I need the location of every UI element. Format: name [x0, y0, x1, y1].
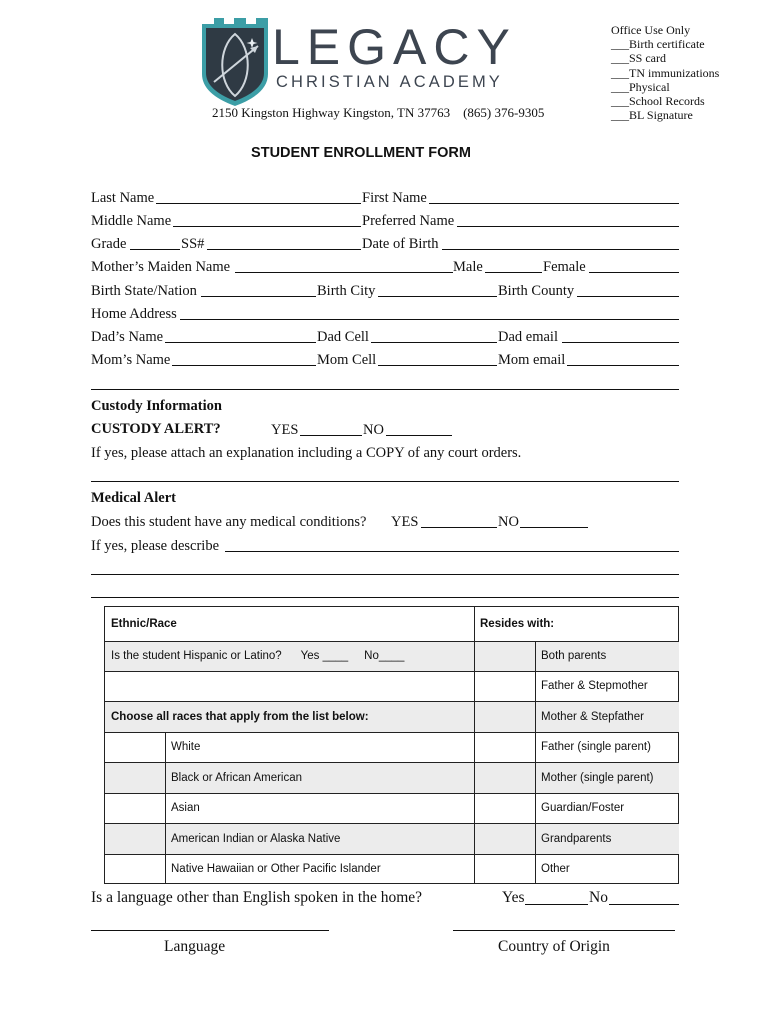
race-checkbox-american-indian[interactable] [105, 823, 165, 854]
mom-cell-field[interactable] [378, 365, 497, 366]
resides-checkbox[interactable] [474, 732, 535, 762]
ss-label: SS# [181, 236, 205, 252]
language-label: Language [164, 938, 226, 955]
resides-option: Mother & Stepfather [541, 710, 644, 723]
resides-checkbox[interactable] [474, 823, 535, 854]
language-yes-label: Yes [502, 889, 525, 906]
birth-county-field[interactable] [577, 296, 679, 297]
office-item: ___BL Signature [611, 108, 693, 123]
ss-field[interactable] [207, 249, 361, 250]
office-use-box [611, 23, 719, 122]
dads-name-field[interactable] [165, 342, 316, 343]
dad-email-field[interactable] [562, 342, 679, 343]
office-item: ___Physical [611, 79, 670, 94]
dad-cell-field[interactable] [371, 342, 497, 343]
section-divider [91, 389, 679, 390]
office-item: ___SS card [611, 51, 666, 66]
mom-cell-label: Mom Cell [317, 352, 377, 368]
birth-state-field[interactable] [201, 296, 316, 297]
race-checkbox-asian[interactable] [105, 793, 165, 823]
custody-no-label: NO [363, 422, 384, 438]
resides-option: Mother (single parent) [541, 771, 654, 784]
race-option: White [171, 741, 201, 753]
custody-yes-field[interactable] [300, 435, 362, 436]
logo-title: LEGACY [272, 19, 517, 75]
birth-city-field[interactable] [378, 296, 497, 297]
moms-name-label: Mom’s Name [91, 352, 171, 368]
language-no-label: No [589, 889, 608, 906]
custody-note: If yes, please attach an explanation including a COPY of any court orders. [91, 445, 522, 461]
medical-yes-field[interactable] [421, 527, 497, 528]
resides-option: Other [541, 863, 570, 875]
medical-question: Does this student have any medical conditions? [91, 514, 367, 530]
medical-describe-label: If yes, please describe [91, 538, 220, 554]
resides-option: Guardian/Foster [541, 802, 625, 814]
medical-heading: Medical Alert [91, 490, 176, 506]
preferred-name-label: Preferred Name [362, 213, 455, 229]
country-of-origin-label: Country of Origin [498, 938, 610, 955]
dob-label: Date of Birth [362, 236, 439, 252]
male-field[interactable] [485, 272, 542, 273]
grade-field[interactable] [130, 249, 180, 250]
resides-option: Father & Stepmother [541, 680, 648, 692]
medical-describe-field[interactable] [225, 551, 679, 552]
female-field[interactable] [589, 272, 679, 273]
school-logo [200, 16, 270, 108]
mom-email-field[interactable] [567, 365, 679, 366]
grade-label: Grade [91, 236, 127, 252]
ethnicity-residence-table [104, 606, 679, 884]
resides-option: Grandparents [541, 832, 612, 845]
birth-state-label: Birth State/Nation [91, 283, 197, 299]
custody-heading: Custody Information [91, 398, 222, 414]
medical-describe-line-2[interactable] [91, 574, 679, 575]
female-label: Female [543, 259, 586, 275]
medical-describe-line-3[interactable] [91, 597, 679, 598]
form-title: STUDENT ENROLLMENT FORM [251, 145, 471, 161]
birth-county-label: Birth County [498, 283, 575, 299]
middle-name-label: Middle Name [91, 213, 172, 229]
office-item: ___Birth certificate [611, 37, 705, 52]
medical-no-label: NO [498, 514, 519, 530]
office-use-title: Office Use Only [611, 23, 691, 37]
race-checkbox-white[interactable] [105, 732, 165, 762]
male-label: Male [453, 259, 483, 275]
resides-with-header: Resides with: [480, 618, 555, 630]
last-name-label: Last Name [91, 190, 155, 206]
birth-city-label: Birth City [317, 283, 376, 299]
resides-checkbox[interactable] [474, 854, 535, 884]
custody-alert-label: CUSTODY ALERT? [91, 421, 221, 437]
resides-checkbox[interactable] [474, 701, 535, 732]
dob-field[interactable] [442, 249, 679, 250]
logo-subtitle: CHRISTIAN ACADEMY [276, 73, 503, 91]
race-option: Asian [171, 802, 200, 814]
race-checkbox-pacific-islander[interactable] [105, 854, 165, 884]
mothers-maiden-field[interactable] [235, 272, 453, 273]
resides-checkbox[interactable] [474, 793, 535, 823]
language-no-field[interactable] [609, 904, 679, 905]
race-checkbox-black[interactable] [105, 762, 165, 793]
home-address-label: Home Address [91, 306, 177, 322]
office-item: ___TN immunizations [611, 65, 720, 80]
race-option: American Indian or Alaska Native [171, 832, 341, 845]
resides-option: Both parents [541, 650, 607, 662]
mom-email-label: Mom email [498, 352, 566, 368]
section-divider [91, 481, 679, 482]
school-address: 2150 Kingston Highway Kingston, TN 37763 (865) 376-9305 [212, 105, 545, 120]
country-of-origin-field[interactable] [453, 930, 675, 931]
race-option: Native Hawaiian or Other Pacific Islander [171, 863, 381, 875]
language-field[interactable] [91, 930, 329, 931]
resides-option: Father (single parent) [541, 741, 651, 753]
dad-email-label: Dad email [498, 329, 558, 345]
ethnic-race-header: Ethnic/Race [111, 618, 177, 630]
medical-no-field[interactable] [520, 527, 588, 528]
middle-name-field[interactable] [173, 226, 361, 227]
choose-races-label: Choose all races that apply from the list below: [111, 710, 369, 723]
custody-no-field[interactable] [386, 435, 452, 436]
resides-checkbox[interactable] [474, 762, 535, 793]
last-name-field[interactable] [156, 203, 361, 204]
language-yes-field[interactable] [525, 904, 588, 905]
mothers-maiden-label: Mother’s Maiden Name [91, 259, 231, 275]
resides-checkbox[interactable] [474, 671, 535, 701]
moms-name-field[interactable] [172, 365, 316, 366]
dad-cell-label: Dad Cell [317, 329, 369, 345]
preferred-name-field[interactable] [457, 226, 679, 227]
language-question: Is a language other than English spoken in the home? [91, 889, 423, 906]
race-option: Black or African American [171, 771, 303, 784]
custody-yes-label: YES [271, 422, 299, 438]
shield-emblem-icon [200, 16, 270, 108]
hispanic-question[interactable]: Is the student Hispanic or Latino? Yes ____ No____ [111, 650, 405, 662]
resides-checkbox[interactable] [474, 641, 535, 671]
office-item: ___School Records [611, 94, 705, 109]
first-name-label: First Name [362, 190, 427, 206]
home-address-field[interactable] [180, 319, 679, 320]
first-name-field[interactable] [429, 203, 679, 204]
dads-name-label: Dad’s Name [91, 329, 164, 345]
medical-yes-label: YES [391, 514, 419, 530]
